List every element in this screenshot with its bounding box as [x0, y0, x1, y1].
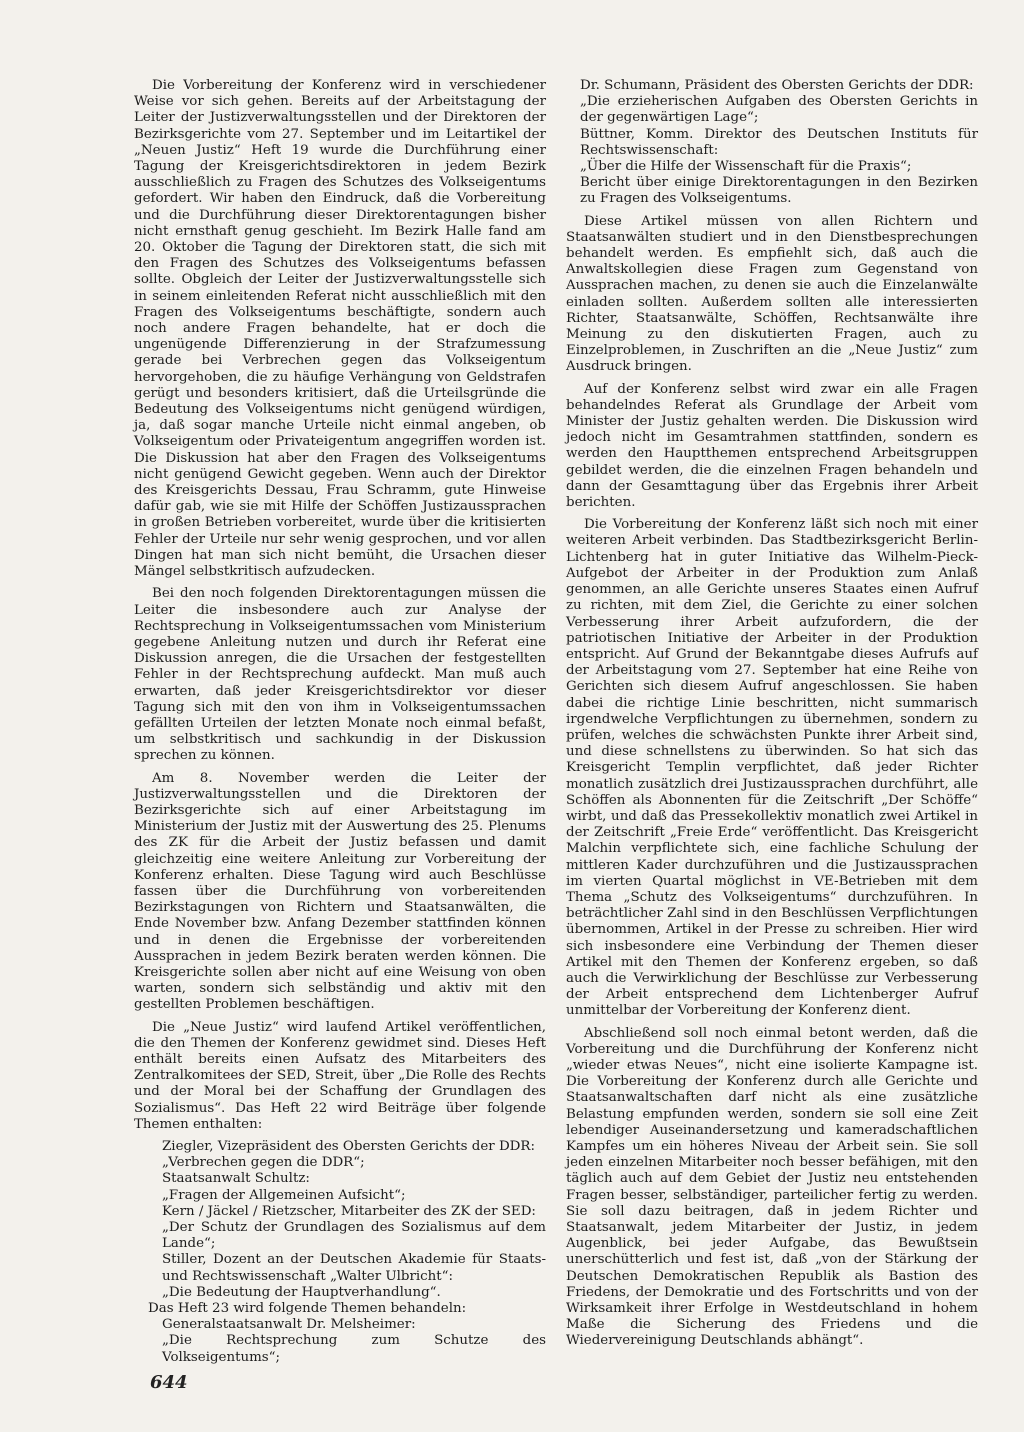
- paragraph: Abschließend soll noch einmal betont werden, daß die Vorbereitung und die Durchführung der Konferenz nicht „wieder etwas Neues“, nicht eine isolierte Kampagne ist. Die Vorbereitung der Konferenz durch alle Gerichte und Staatsanwaltschaften darf nicht als eine zusätzliche Belastung empfunden werden, sondern sie soll eine Zeit lebendiger Auseinandersetzung und kameradschaftlichen Kampfes um ein höheres Niveau der Arbeit sein. Sie soll jeden einzelnen Mitarbeiter noch besser befähigen, mit den täglich auch auf dem Gebiet der Justiz neu entstehenden Fragen besser, selbständiger, parteilicher fertig zu werden. Sie soll dazu beitragen, daß in jedem Richter und Staatsanwalt, jedem Mitarbeiter der Justiz, in jedem Augenblick, bei jeder Aufgabe, das Bewußtsein unerschütterlich und fest ist, daß „von der Stärkung der Deutschen Demokratischen Republik als Bastion des Friedens, der Demokratie und des Fortschritts und von der Wirksamkeit ihrer Erfolge in Westdeutschland in hohem Maße die Sicherung des Friedens und die Wiedervereinigung Deutschlands abhängt“.: [566, 1025, 978, 1349]
- list-item: Dr. Schumann, Präsident des Obersten Gerichts der DDR:: [580, 78, 974, 93]
- topic-list-heft-23: [134, 1317, 546, 1366]
- list-item: „Die Rechtsprechung zum Schutze des Volkseigentums“;: [162, 1333, 546, 1365]
- list-item: „Der Schutz der Grundlagen des Sozialismus auf dem Lande“;: [162, 1220, 546, 1252]
- list-item: „Die Bedeutung der Hauptverhandlung“.: [162, 1284, 441, 1300]
- paragraph: Auf der Konferenz selbst wird zwar ein alle Fragen behandelndes Referat als Grundlage der Arbeit vom Minister der Justiz gehalten werden. Die Diskussion wird jedoch nicht im Gesamtrahmen stattfinden, sondern es werden den Hauptthemen entsprechend Arbeitsgruppen gebildet werden, die die einzelnen Fragen behandeln und dann der Gesamttagung über das Ergebnis ihrer Arbeit berichten.: [566, 381, 978, 511]
- right-column: [566, 78, 978, 1356]
- list-item: Kern / Jäckel / Rietzscher, Mitarbeiter des ZK der SED:: [162, 1203, 536, 1219]
- list-item: „Verbrechen gegen die DDR“;: [162, 1155, 365, 1171]
- list-item: Staatsanwalt Schultz:: [162, 1171, 310, 1187]
- list-item: Büttner, Komm. Direktor des Deutschen Instituts für Rechtswissenschaft:: [580, 126, 978, 158]
- topic-list-heft-23-continued: [566, 78, 978, 208]
- list-item: Bericht über einige Direktorentagungen in den Bezirken zu Fragen des Volkseigentums.: [580, 175, 978, 207]
- list-item: „Über die Hilfe der Wissenschaft für die Praxis“;: [580, 159, 912, 175]
- paragraph: Diese Artikel müssen von allen Richtern und Staatsanwälten studiert und in den Dienstbesprechungen behandelt werden. Es empfiehlt sich, daß auch die Anwaltskollegien diese Fragen zum Gegenstand von Aussprachen machen, zu denen sie auch die Einzelanwälte einladen sollten. Außerdem sollten alle interessierten Richter, Staatsanwälte, Schöffen, Rechtsanwälte ihre Meinung zu den diskutierten Fragen, auch zu Einzelproblemen, in Zuschriften an die „Neue Justiz“ zum Ausdruck bringen.: [566, 213, 978, 375]
- topic-list-heft-22: [134, 1139, 546, 1301]
- paragraph: Die Vorbereitung der Konferenz läßt sich noch mit einer weiteren Arbeit verbinden. Das Stadtbezirksgericht Berlin-Lichtenberg hat in guter Initiative das Wilhelm-Pieck-Aufgebot der Arbeiter in der Produktion zum Anlaß genommen, an alle Gerichte unseres Staates einen Aufruf zu richten, mit dem Ziel, die Gerichte zu einer solchen Verbesserung ihrer Arbeit aufzufordern, die der patriotischen Initiative der Arbeiter in der Produktion entspricht. Auf Grund der Bekanntgabe dieses Aufrufs auf der Arbeitstagung vom 27. September hat eine Reihe von Gerichten sich diesem Aufruf angeschlossen. Sie haben dabei die richtige Linie beschritten, nicht summarisch irgendwelche Verpflichtungen zu übernehmen, sondern zu prüfen, welches die schwächsten Punkte ihrer Arbeit sind, und diese schnellstens zu überwinden. So hat sich das Kreisgericht Templin verpflichtet, daß jeder Richter monatlich zusätzlich drei Justizaussprachen durchführt, alle Schöffen als Abonnenten für die Zeitschrift „Der Schöffe“ wirbt, und daß das Pressekollektiv monatlich zwei Artikel in der Zeitschrift „Freie Erde“ veröffentlicht. Das Kreisgericht Malchin verpflichtete sich, eine fachliche Schulung der mittleren Kader durchzuführen und die Justizaussprachen im vierten Quartal möglichst in VE-Betrieben mit dem Thema „Schutz des Volkseigentums“ durchzuführen. In beträchtlicher Zahl sind in den Beschlüssen Verpflichtungen übernommen, Artikel in der Presse zu schreiben. Hier wird sich insbesondere eine Verbindung der Themen dieser Artikel mit den Themen der Konferenz ergeben, so daß auch die Verwirklichung der Beschlüsse zur Verbesserung der Arbeit entsprechend dem Lichtenberger Aufruf unmittelbar der Vorbereitung der Konferenz dient.: [566, 517, 978, 1019]
- heft-23-intro: Das Heft 23 wird folgende Themen behandeln:: [148, 1301, 467, 1317]
- list-item: Generalstaatsanwalt Dr. Melsheimer:: [162, 1317, 416, 1333]
- page-number: 644: [150, 1372, 188, 1393]
- list-item: Stiller, Dozent an der Deutschen Akademie für Staats- und Rechtswissenschaft „Walter Ulbricht“:: [162, 1252, 546, 1284]
- list-item: „Fragen der Allgemeinen Aufsicht“;: [162, 1187, 406, 1203]
- paragraph: Die Vorbereitung der Konferenz wird in verschiedener Weise vor sich gehen. Bereits auf der Arbeitstagung der Leiter der Justizverwaltungsstellen und der Direktoren der Bezirksgerichte vom 27. September und im Leitartikel der „Neuen Justiz“ Heft 19 wurde die Durchführung einer Tagung der Kreisgerichtsdirektoren in jedem Bezirk ausschließlich zu Fragen des Schutzes des Volkseigentums gefordert. Wir haben den Eindruck, daß die Vorbereitung und die Durchführung dieser Direktorentagungen bisher nicht ernsthaft genug geschieht. Im Bezirk Halle fand am 20. Oktober die Tagung der Direktoren statt, die sich mit den Fragen des Schutzes des Volkseigentums befassen sollte. Obgleich der Leiter der Justizverwaltungsstelle sich in seinem einleitenden Referat nicht ausschließlich mit den Fragen des Volkseigentums beschäftigte, sondern auch noch andere Fragen behandelte, hat er doch die ungenügende Differenzierung in der Strafzumessung gerade bei Verbrechen gegen das Volkseigentum hervorgehoben, die zu häufige Verhängung von Geldstrafen gerügt und besonders kritisiert, daß die Urteilsgründe die Bedeutung des Volkseigentums nicht genügend würdigen, ja, daß sogar manche Urteile nicht einmal angeben, ob Volkseigentum oder Privateigentum angegriffen worden ist. Die Diskussion hat aber den Fragen des Volkseigentums nicht genügend Gewicht gegeben. Wenn auch der Direktor des Kreisgerichts Dessau, Frau Schramm, gute Hinweise dafür gab, wie sie mit Hilfe der Schöffen Justizaussprachen in großen Betrieben vorbereitet, wurde über die kritisierten Fehler der Urteile nur sehr wenig gesprochen, und vor allen Dingen hat man sich nicht bemüht, die Ursachen dieser Mängel selbstkritisch aufzudecken.: [134, 78, 546, 580]
- list-item: Ziegler, Vizepräsident des Obersten Gerichts der DDR:: [162, 1139, 536, 1154]
- left-column: [134, 78, 546, 1366]
- paragraph: Am 8. November werden die Leiter der Justizverwaltungsstellen und die Direktoren der Bezirksgerichte sich auf einer Arbeitstagung im Ministerium der Justiz mit der Auswertung des 25. Plenums des ZK für die Arbeit der Justiz befassen und damit gleichzeitig eine weitere Anleitung zur Vorbereitung der Konferenz erhalten. Diese Tagung wird auch Beschlüsse fassen über die Durchführung von vorbereitenden Bezirkstagungen von Richtern und Staatsanwälten, die Ende November bzw. Anfang Dezember stattfinden können und in denen die Ergebnisse der vorbereitenden Aussprachen in jedem Bezirk beraten werden können. Die Kreisgerichte sollen aber nicht auf eine Weisung von oben warten, sondern sich selbständig und aktiv mit den gestellten Problemen beschäftigen.: [134, 770, 546, 1013]
- paragraph: Bei den noch folgenden Direktorentagungen müssen die Leiter die insbesondere auch zur Analyse der Rechtsprechung in Volkseigentumssachen vom Ministerium gegebene Anleitung nutzen und durch ihr Referat eine Diskussion anregen, die die Ursachen der festgestellten Fehler in der Rechtsprechung aufdeckt. Man muß auch erwarten, daß jeder Kreisgerichtsdirektor vor dieser Tagung sich mit den von ihm in Volkseigentumssachen gefällten Urteilen der letzten Monate noch einmal befaßt, um selbstkritisch und sachkundig in der Diskussion sprechen zu können.: [134, 586, 546, 764]
- list-item: „Die erzieherischen Aufgaben des Obersten Gerichts in der gegenwärtigen Lage“;: [580, 94, 978, 126]
- paragraph: Die „Neue Justiz“ wird laufend Artikel veröffentlichen, die den Themen der Konferenz gewidmet sind. Dieses Heft enthält bereits einen Aufsatz des Mitarbeiters des Zentralkomitees der SED, Streit, über „Die Rolle des Rechts und der Moral bei der Schaffung der Grundlagen des Sozialismus“. Das Heft 22 wird Beiträge über folgende Themen enthalten:: [134, 1019, 546, 1132]
